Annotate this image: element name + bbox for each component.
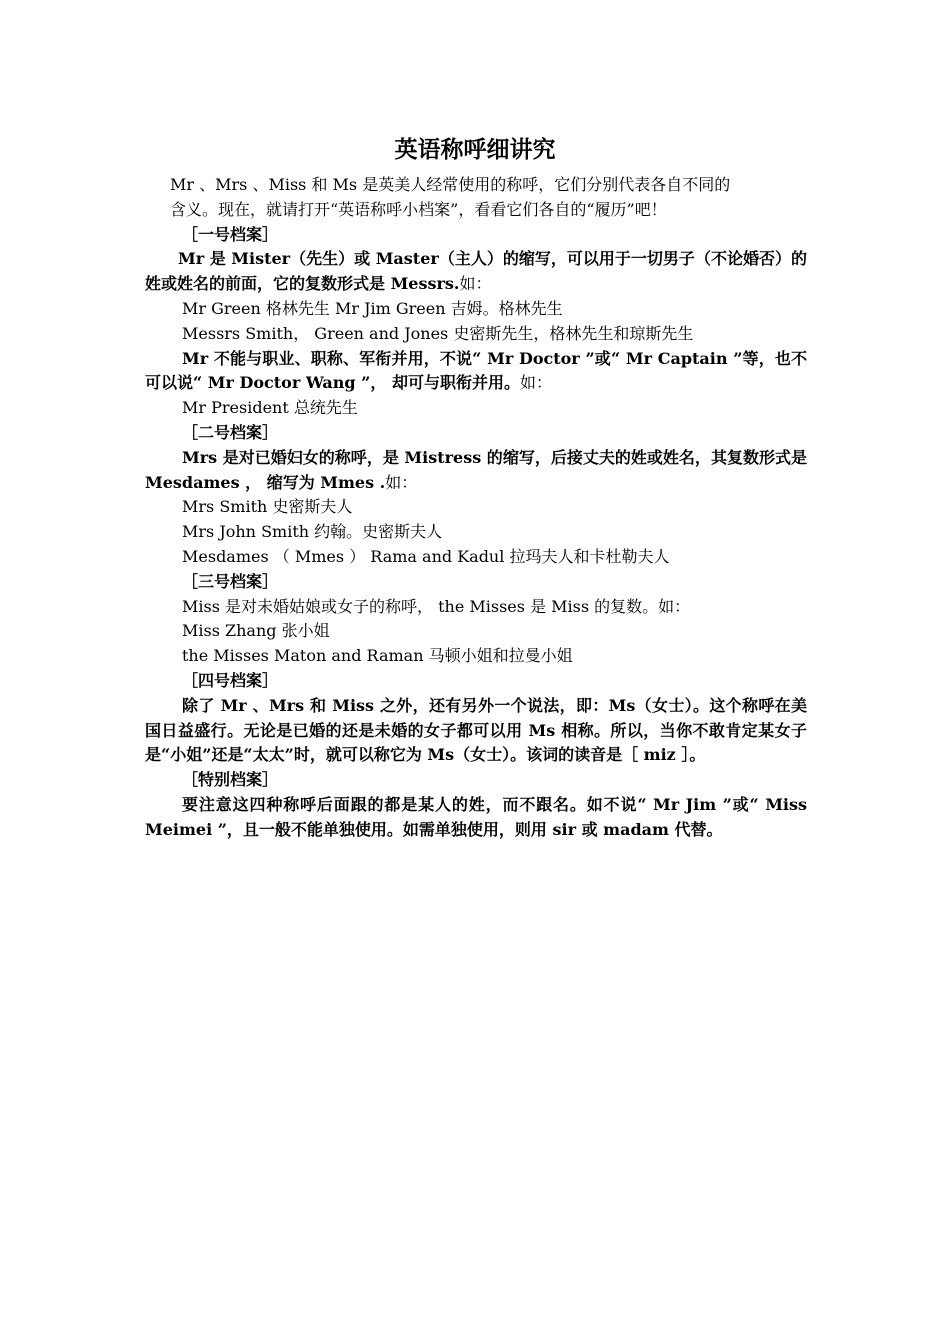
archive1-example-1: Mr Green 格林先生 Mr Jim Green 吉姆。格林先生 <box>182 298 563 318</box>
archive3-example-2: the Misses Maton and Raman 马顿小姐和拉曼小姐 <box>182 646 573 666</box>
archive1-paragraph-2-tail: 如： <box>519 373 552 393</box>
archive1-paragraph-bold: Mr 是 Mister（先生）或 Master（主人）的缩写，可以用于一切男子（不论婚否）的姓或姓名的前面，它的复数形式是 Messrs. <box>145 249 807 294</box>
archive1-example-3: Mr President 总统先生 <box>182 398 358 418</box>
archive1-paragraph-tail: 如： <box>459 274 492 294</box>
archive2-example-3: Mesdames （ Mmes ） Rama and Kadul 拉玛夫人和卡杜勒夫人 <box>182 546 670 566</box>
archive1-paragraph-2-bold: Mr 不能与职业、职称、军衔并用，不说“ Mr Doctor ”或“ Mr Captain ”等，也不可以说“ Mr Doctor Wang ”， 却可与职衔并用。 <box>145 348 807 393</box>
archive2-paragraph-tail: 如： <box>385 472 418 492</box>
archive4-heading: ［四号档案］ <box>182 670 279 690</box>
archive1-heading: ［一号档案］ <box>182 224 279 244</box>
archive1-paragraph <box>145 247 807 297</box>
archive3-paragraph: Miss 是对未婚姑娘或女子的称呼， the Misses 是 Miss 的复数。如： <box>182 596 691 616</box>
archive3-example-1: Miss Zhang 张小姐 <box>182 621 330 641</box>
special-heading: ［特别档案］ <box>182 770 279 790</box>
archive1-paragraph-2 <box>145 347 807 397</box>
intro-line-1: Mr 、Mrs 、Miss 和 Ms 是英美人经常使用的称呼，它们分别代表各自不同的 <box>170 175 731 194</box>
archive3-heading: ［三号档案］ <box>182 571 279 591</box>
document-title: 英语称呼细讲究 <box>394 136 556 163</box>
intro-line-2: 含义。现在，就请打开“英语称呼小档案”，看看它们各自的“履历”吧！ <box>170 199 667 219</box>
archive1-example-2: Messrs Smith， Green and Jones 史密斯先生，格林先生和琼斯先生 <box>182 323 694 343</box>
archive2-example-2: Mrs John Smith 约翰。史密斯夫人 <box>182 522 443 542</box>
archive2-heading: ［二号档案］ <box>182 422 279 442</box>
document-body <box>145 173 807 843</box>
archive2-paragraph <box>145 446 807 496</box>
archive4-paragraph: 除了 Mr 、Mrs 和 Miss 之外，还有另外一个说法，即：Ms（女士）。这个称呼在美国日益盛行。无论是已婚的还是未婚的女子都可以用 Ms 相称。所以，当你不敢肯定某女子是“小姐”还是“太太”时，就可以称它为 Ms（女士）。该词的读音是［ miz ］。 <box>145 695 807 765</box>
archive2-example-1: Mrs Smith 史密斯夫人 <box>182 497 353 517</box>
archive2-paragraph-bold: Mrs 是对已婚妇女的称呼，是 Mistress 的缩写，后接丈夫的姓或姓名，其复数形式是 Mesdames ， 缩写为 Mmes . <box>145 447 807 492</box>
special-paragraph: 要注意这四种称呼后面跟的都是某人的姓，而不跟名。如不说“ Mr Jim ”或“ Miss Meimei ”，且一般不能单独使用。如需单独使用，则用 sir 或 madam 代替。 <box>145 794 807 839</box>
